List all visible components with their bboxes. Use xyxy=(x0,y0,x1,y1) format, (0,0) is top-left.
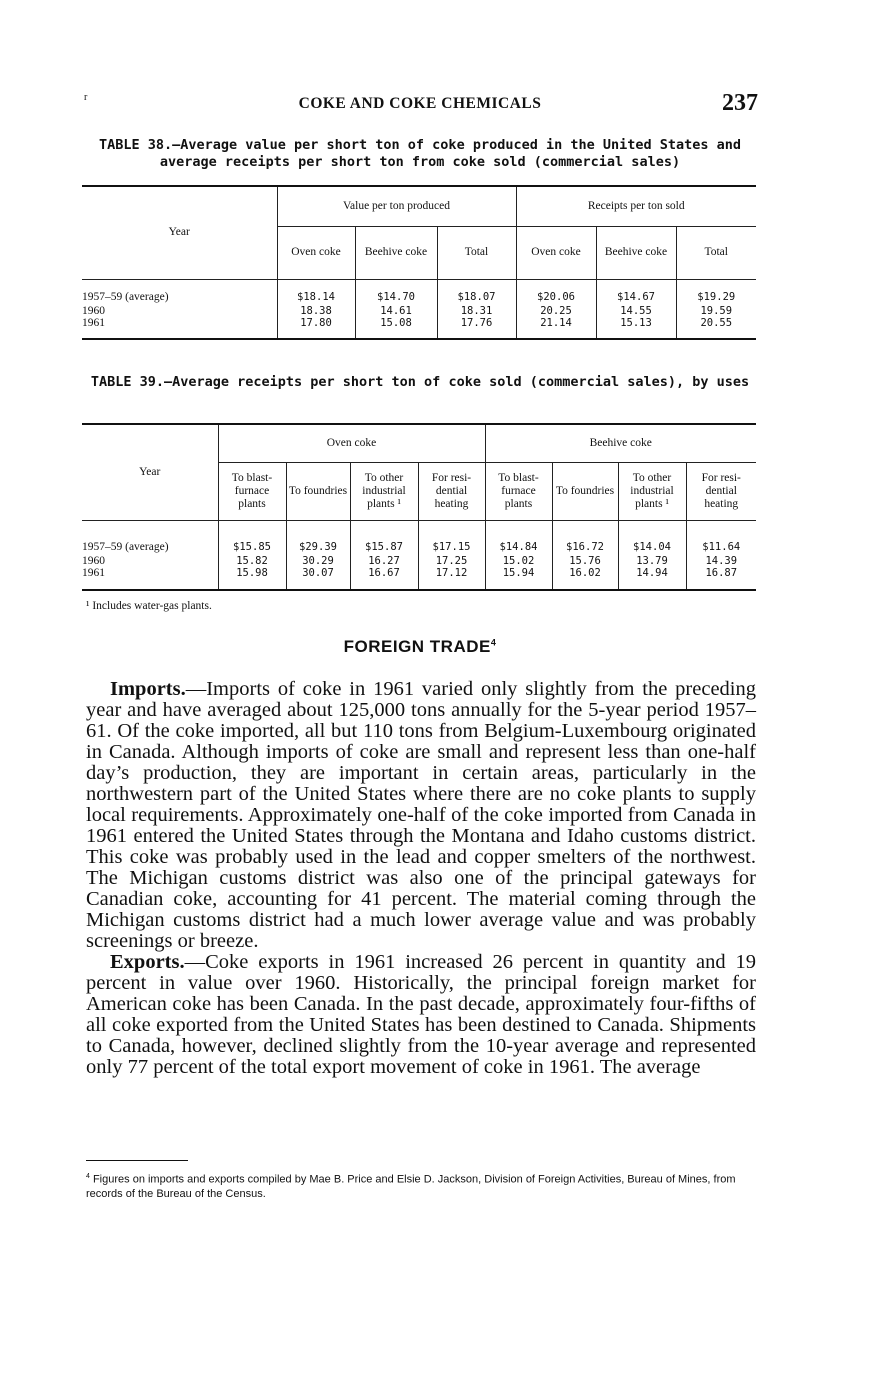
value-cell: 17.80 xyxy=(277,318,355,340)
footnote-4 xyxy=(86,1170,758,1201)
value-cell: $14.84 xyxy=(485,520,552,556)
value-cell: 16.27 xyxy=(350,556,418,568)
table-row xyxy=(82,306,756,318)
year-cell: 1957–59 (average) xyxy=(82,540,169,553)
value-cell: 16.87 xyxy=(686,568,756,591)
value-cell: 16.67 xyxy=(350,568,418,591)
table38-column-header: Total xyxy=(676,226,756,279)
footnote-ref: 4 xyxy=(490,637,497,648)
table39-year-header: Year xyxy=(82,424,218,520)
year-cell: 1960 xyxy=(82,305,105,317)
value-cell: $19.29 xyxy=(676,279,756,306)
value-cell: $16.72 xyxy=(552,520,618,556)
table39-column-header: To other industrial plants ¹ xyxy=(350,462,418,520)
table38-column-header: Beehive coke xyxy=(596,226,676,279)
table38-column-header: Oven coke xyxy=(277,226,355,279)
value-cell: 14.61 xyxy=(355,306,437,318)
value-cell: 14.94 xyxy=(618,568,686,591)
table38-column-header: Total xyxy=(437,226,516,279)
table38-group-header: Value per ton produced xyxy=(277,186,516,226)
table39 xyxy=(82,423,756,591)
body-text xyxy=(86,679,756,1078)
table39-footnote: ¹ Includes water-gas plants. xyxy=(86,600,212,612)
imports-paragraph xyxy=(86,679,756,952)
value-cell: 18.31 xyxy=(437,306,516,318)
value-cell: $15.85 xyxy=(218,520,286,556)
table38-caption-text: —Average value per short ton of coke produced in the United States and average receipts per short ton from coke sold (commercial sales) xyxy=(159,137,742,170)
table-row xyxy=(82,568,756,591)
page-number: 237 xyxy=(722,90,758,116)
table39-group-header: Oven coke xyxy=(218,424,485,462)
table39-column-header: For resi-dential heating xyxy=(686,462,756,520)
value-cell: $18.14 xyxy=(277,279,355,306)
table39-column-header: To blast-furnace plants xyxy=(218,462,286,520)
value-cell: $18.07 xyxy=(437,279,516,306)
value-cell: 17.25 xyxy=(418,556,485,568)
value-cell: 16.02 xyxy=(552,568,618,591)
footnote-number: 4 xyxy=(86,1173,90,1180)
value-cell: 15.08 xyxy=(355,318,437,340)
exports-paragraph xyxy=(86,952,756,1078)
value-cell: $20.06 xyxy=(516,279,596,306)
table39-column-header: To foundries xyxy=(286,462,350,520)
value-cell: 14.55 xyxy=(596,306,676,318)
value-cell: 30.07 xyxy=(286,568,350,591)
section-heading xyxy=(82,637,758,657)
year-cell: 1961 xyxy=(82,566,105,579)
table39-column-header: To foundries xyxy=(552,462,618,520)
value-cell: 15.02 xyxy=(485,556,552,568)
value-cell: 15.13 xyxy=(596,318,676,340)
table39-column-header: To blast-furnace plants xyxy=(485,462,552,520)
table39-column-header: To other industrial plants ¹ xyxy=(618,462,686,520)
exports-text: —Coke exports in 1961 increased 26 percent in quantity and 19 percent in value over 1960. Historically, the principal foreign market for American coke has been Canada. In the past decade, approximately four-fifths of all coke exported from the United States has been destined to Canada. Shipments to Canada, however, declined slightly from the 10-year average and represented only 77 percent of the total export movement of coke in 1961. The average xyxy=(86,951,756,1078)
value-cell: 15.98 xyxy=(218,568,286,591)
table-row xyxy=(82,556,756,568)
year-cell: 1961 xyxy=(82,316,105,329)
footnote-rule xyxy=(86,1160,188,1161)
table38 xyxy=(82,185,756,340)
value-cell: 13.79 xyxy=(618,556,686,568)
value-cell: 20.25 xyxy=(516,306,596,318)
value-cell: 30.29 xyxy=(286,556,350,568)
value-cell: 15.94 xyxy=(485,568,552,591)
exports-lead: Exports. xyxy=(110,951,185,973)
value-cell: $15.87 xyxy=(350,520,418,556)
table-row xyxy=(82,318,756,340)
table38-year-header: Year xyxy=(82,186,277,279)
table38-group-header: Receipts per ton sold xyxy=(516,186,756,226)
value-cell: 21.14 xyxy=(516,318,596,340)
margin-mark: r xyxy=(84,92,88,103)
value-cell: 17.12 xyxy=(418,568,485,591)
table-row xyxy=(82,279,756,306)
table39-label: TABLE 39. xyxy=(90,374,164,390)
running-head xyxy=(82,92,758,122)
table38-column-header: Oven coke xyxy=(516,226,596,279)
section-title: FOREIGN TRADE xyxy=(343,637,491,656)
value-cell: $14.70 xyxy=(355,279,437,306)
year-cell: 1957–59 (average) xyxy=(82,290,169,303)
value-cell: 17.76 xyxy=(437,318,516,340)
year-cell: 1960 xyxy=(82,555,105,567)
value-cell: $29.39 xyxy=(286,520,350,556)
imports-text: —Imports of coke in 1961 varied only slightly from the preceding year and have averaged about 125,000 tons annually for the 5-year period 1957–61. Of the coke imported, all but 110 tons from Belgium-Luxembourg originated in Canada. Although imports of coke are small and represent less than one-half day’s production, they are important in certain areas, particularly in the northwestern part of the United States where there are no coke plants to supply local requirements. Approximately one-half of the coke imported from Canada in 1961 entered the United States through the Montana and Idaho customs district. This coke was probably used in the lead and copper smelters of the northwest. The Michigan customs district was also one of the principal gateways for Canadian coke, accounting for 41 percent. The material coming through the Michigan customs district had a much lower average value and was probably screenings or breeze. xyxy=(86,678,756,952)
value-cell: 15.82 xyxy=(218,556,286,568)
table39-caption xyxy=(82,374,758,391)
value-cell: 18.38 xyxy=(277,306,355,318)
running-title: COKE AND COKE CHEMICALS xyxy=(298,95,542,112)
footnote-4-text: Figures on imports and exports compiled by Mae B. Price and Elsie D. Jackson, Division of Foreign Activities, Bureau of Mines, from records of the Bureau of the Census. xyxy=(86,1173,736,1200)
table-row xyxy=(82,520,756,556)
table39-group-header: Beehive coke xyxy=(485,424,756,462)
value-cell: 20.55 xyxy=(676,318,756,340)
table39-column-header: For resi-dential heating xyxy=(418,462,485,520)
value-cell: $14.67 xyxy=(596,279,676,306)
table38-label: TABLE 38. xyxy=(98,137,173,153)
table39-caption-text: —Average receipts per short ton of coke sold (commercial sales), by uses xyxy=(163,374,750,390)
imports-lead: Imports. xyxy=(110,678,186,700)
table38-caption xyxy=(82,137,758,171)
table38-column-header: Beehive coke xyxy=(355,226,437,279)
value-cell: $14.04 xyxy=(618,520,686,556)
value-cell: $17.15 xyxy=(418,520,485,556)
value-cell: 19.59 xyxy=(676,306,756,318)
value-cell: 14.39 xyxy=(686,556,756,568)
value-cell: $11.64 xyxy=(686,520,756,556)
value-cell: 15.76 xyxy=(552,556,618,568)
